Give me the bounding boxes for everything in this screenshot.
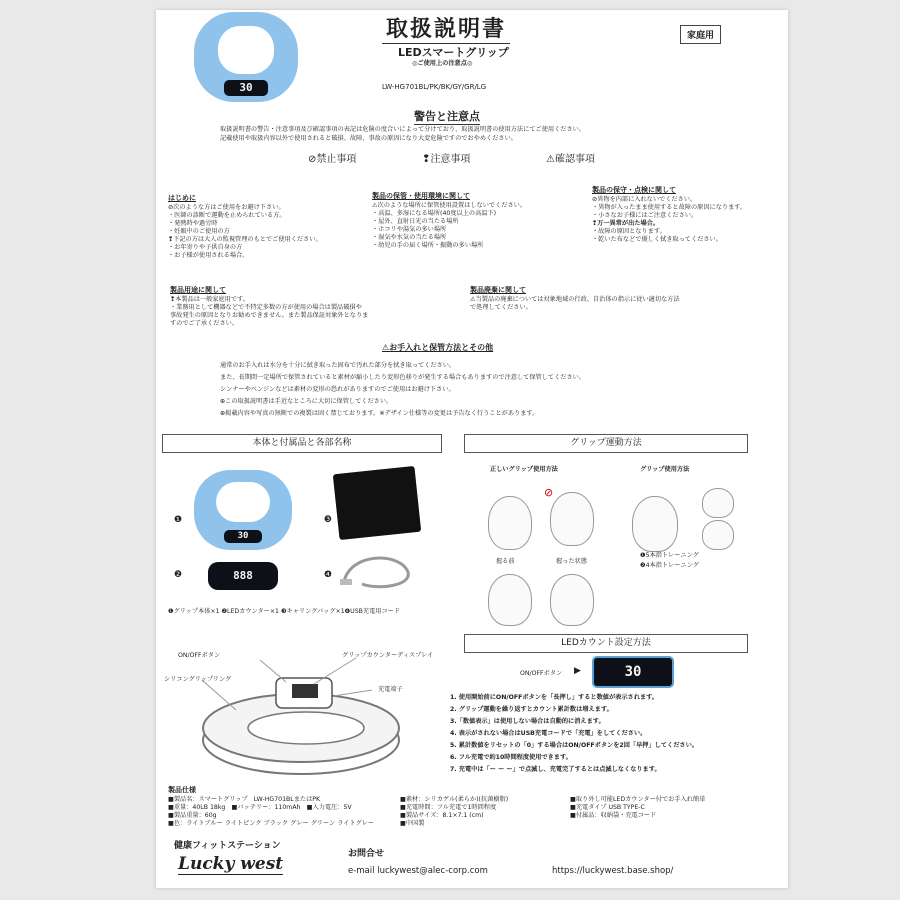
legend-prohibited-label: 禁止事項 — [316, 154, 357, 165]
spec-heading: 製品仕様 — [168, 786, 196, 794]
led-step: 6. フル充電で約10時間程度使用できます。 — [450, 754, 572, 761]
grip-body-display: 30 — [224, 530, 262, 543]
led-step: 5. 累計数値をリセットの「0」する場合はON/OFFボタンを2回「早押」してください。 — [450, 742, 698, 749]
disposal-line: で処理してください。 — [470, 304, 532, 311]
grip-usage-label: グリップ使用方法 — [640, 466, 690, 473]
care-heading: ⚠お手入れと保管方法とその他 — [382, 343, 494, 352]
spec-item: ■中国製 — [400, 820, 425, 827]
usb-cable-image — [338, 548, 416, 594]
storage-line: ⚠次のような場所に保管使用設置はしないでください。 — [372, 202, 527, 209]
care-line: ⊕掲載内容や写真の無断での複製は固く禁じております。※デザイン仕様等の変更は予告なく行うことがあります。 — [220, 410, 539, 417]
disposal-line: ⚠当製品の廃棄については対象地域の行政、自治体の指示に従い適切な方法 — [470, 296, 680, 303]
spec-col-2 — [400, 796, 508, 828]
spec-item: ■製品サイズ：8.1×7.1 (cm) — [400, 812, 484, 819]
grip-hole — [218, 26, 274, 74]
led-step: 3.「数値表示」は使用しない場合は自動的に消えます。 — [450, 718, 605, 725]
led-section-bar: LEDカウント設定方法 — [464, 634, 748, 653]
care-line: ⊕この取扱説明書は手近なところに大切に保管してください。 — [220, 398, 393, 405]
station-name: 健康フィットステーション — [174, 841, 281, 851]
maintenance-line: ・異物が入ったまま使用すると故障の原因になります。 — [592, 204, 747, 211]
household-badge: 家庭用 — [680, 25, 721, 44]
led-step: 1. 使用開始前にON/OFFボタンを「長押し」すると数値が表示されます。 — [450, 694, 658, 701]
legend-caution — [422, 150, 470, 165]
manual-title: 取扱説明書 — [382, 12, 510, 44]
storage-line: ・幼児の手の届く場所・振動の多い場所 — [372, 242, 484, 249]
storage-list — [372, 202, 526, 250]
intro-line: ・妊娠中のご使用の方 — [168, 228, 230, 235]
led-step: 7. 充電中は「ー ー ー」で点滅し、充電完了するとは点滅しなくなります。 — [450, 766, 661, 773]
grip-main-image — [194, 12, 298, 102]
intro-line: ⊘次のような方はご使用をお避け下さい。 — [168, 204, 285, 211]
five-finger-training — [640, 552, 699, 560]
arrow-right-icon: ▶ — [574, 666, 581, 676]
spec-item: ■取り外し可能LEDカウンター付でお手入れ簡単 — [570, 796, 706, 803]
spec-item: ■充電タイプ USB TYPE-C — [570, 804, 645, 811]
carrying-bag-image — [333, 466, 421, 540]
legend-confirm — [546, 150, 595, 165]
before-grip-label: 握る前 — [496, 558, 515, 565]
brand-logo: Lucky west — [178, 854, 284, 874]
label-charge-port: 充電端子 — [378, 686, 403, 693]
intro-list — [168, 204, 322, 260]
storage-line: ・湿気や水気の当たる場所 — [372, 234, 447, 241]
purpose-heading: 製品用途に関して — [170, 286, 226, 294]
spec-item: ■色：ライトブルー ライトピンク ブラック グレー グリーン ライトグレー — [168, 820, 375, 827]
maintenance-line: ⊘異物を内部に入れないでください。 — [592, 196, 697, 203]
maintenance-line: ❢万一異常が出た場合。 — [592, 220, 660, 227]
warning-line-1: 取扱説明書の警告・注意事項及び確認事項の表記は危険の度合いによって分けており、取扱説明書の使用方法にてご使用ください。 — [220, 126, 586, 133]
disposal-list — [470, 296, 680, 312]
legend-prohibited — [308, 150, 356, 165]
led-counter-image: 888 — [208, 562, 278, 590]
five-finger-training-label: 5本指トレーニング — [645, 552, 699, 559]
hand-illustration — [550, 492, 594, 546]
shop-url[interactable]: https://luckywest.base.shop/ — [552, 866, 674, 876]
purpose-list — [170, 296, 368, 328]
spec-col-1 — [168, 796, 374, 828]
warning-heading: 警告と注意点 — [414, 110, 480, 123]
label-counter-display: グリップカウンターディスプレイ — [342, 652, 434, 659]
hand-illustration — [488, 574, 532, 626]
contact-email[interactable]: e-mail luckywest@alec-corp.com — [348, 866, 488, 876]
led-display-image: 30 — [592, 656, 674, 688]
intro-line: ・お子様が使用される場合。 — [168, 252, 249, 259]
intro-line: ❢下記の方は大人の監視管理のもとでご使用ください。 — [168, 236, 322, 243]
hand-illustration — [702, 488, 734, 518]
four-finger-training — [640, 562, 699, 570]
purpose-line: ❢本製品は一般家庭用です。 — [170, 296, 249, 303]
disposal-heading: 製品廃棄に関して — [470, 286, 526, 294]
maintenance-heading: 製品の保守・点検に関して — [592, 186, 676, 194]
spec-item: ■付属品：収納袋・充電コード — [570, 812, 657, 819]
led-steps — [450, 692, 698, 776]
care-line: また、長期間一定場所で保管されていると素材が縮小したり変形色移りが発生する場合もありますので注意して保管してください。 — [220, 374, 586, 381]
maintenance-line: ・小さなお子様にはご注意ください。 — [592, 212, 698, 219]
care-line: 通常のお手入れは水分を十分に拭き取った固布で汚れた部分を拭き取ってください。 — [220, 362, 456, 369]
care-list — [220, 360, 585, 420]
hand-illustration — [632, 496, 678, 552]
led-step: 2. グリップ運動を繰り返すとカウント累計数は増えます。 — [450, 706, 613, 713]
warning-triangle-icon: ⚠ — [546, 154, 555, 165]
intro-line: ・お年寄りや子供自身の方 — [168, 244, 243, 251]
prohibited-icon: ⊘ — [308, 154, 317, 165]
spec-item: ■素材：シリカゲル(柔らか)(抗菌樹脂) — [400, 796, 509, 803]
intro-line: ・発熱時や過労時 — [168, 220, 218, 227]
storage-line: ・ホコリや湯気の多い場所 — [372, 226, 447, 233]
part-number-1: ❶ — [174, 515, 183, 525]
spec-item: ■充電時間：フル充電で1時間程度 — [400, 804, 497, 811]
four-finger-training-label: 4本指トレーニング — [645, 562, 699, 569]
caution-line: ◎ご使用上の注意点◎ — [412, 60, 473, 67]
model-number: LW-HG701BL/PK/BK/GY/GR/LG — [382, 83, 487, 91]
spec-item: ■製品重量：60g — [168, 812, 217, 819]
parts-section-bar: 本体と付属品と各部名称 — [162, 434, 442, 453]
purpose-line: 事故発生の原因となりお勧めできません。また製品保証対象外となりま — [170, 312, 369, 319]
caution-icon: ❢ — [422, 154, 431, 165]
prohibited-icon: ⊘ — [544, 486, 554, 499]
storage-heading: 製品の保管・使用環境に関して — [372, 192, 470, 200]
intro-heading: はじめに — [168, 194, 196, 202]
storage-line: ・屋外、直射日光の当たる場所 — [372, 218, 459, 225]
part-number-4: ❹ — [324, 570, 333, 580]
parts-caption: ❶グリップ本体×1 ❷LEDカウンター×1 ❸キャリングバッグ×1❹USB充電用コード — [168, 608, 401, 615]
part-number-2: ❷ — [174, 570, 183, 580]
purpose-line: すのでご了承ください。 — [170, 320, 239, 327]
grip-diagram — [196, 650, 416, 780]
spec-item: ■重量：40LB 18kg ■バッテリー：110mAh ■入力電圧：5V — [168, 804, 352, 811]
maintenance-list — [592, 196, 782, 244]
label-silicone-ring: シリコングリップリング — [164, 676, 232, 683]
spec-item: ■製品名：スマートグリップ LW-HG701BLまたはPK — [168, 796, 321, 803]
manual-page — [156, 10, 788, 888]
hand-illustration — [488, 496, 532, 550]
purpose-line: ・業務用として機器などで不特定多数の方が使用の場合は製品破損や — [170, 304, 362, 311]
warning-line-2: 記載使用や取扱内容以外で使用されると破損、故障、事故の原因になり大変危険ですのでおやめください。 — [220, 135, 517, 142]
intro-line: ・医師の診断で運動を止められている方。 — [168, 212, 286, 219]
label-onoff-button: ON/OFFボタン — [178, 652, 221, 659]
legend-confirm-label: 確認事項 — [554, 154, 595, 165]
exercise-section-bar: グリップ運動方法 — [464, 434, 748, 453]
legend-caution-label: 注意事項 — [430, 154, 471, 165]
maintenance-line: ・故障の原因となります。 — [592, 228, 666, 235]
led-onoff-label: ON/OFFボタン — [520, 670, 563, 677]
care-line: シンナーやベンジンなどは素材の変形の恐れがありますのでご使用はお避け下さい。 — [220, 386, 455, 393]
led-step: 4. 表示がされない場合はUSB充電コードで「充電」をしてください。 — [450, 730, 647, 737]
number-1-icon: ❶ — [640, 552, 646, 559]
correct-usage-label: 正しいグリップ使用方法 — [490, 466, 558, 473]
hand-illustration — [702, 520, 734, 550]
hand-illustration — [550, 574, 594, 626]
grip-body-image — [194, 470, 292, 550]
contact-title: お問合せ — [348, 849, 385, 859]
gripped-label: 握った状態 — [556, 558, 587, 565]
grip-display: 30 — [224, 80, 268, 96]
grip-body-hole — [216, 482, 270, 522]
spec-col-3 — [570, 796, 705, 820]
storage-line: ・高温、多湿になる場所(40度以上の高温下) — [372, 210, 497, 217]
part-number-3: ❸ — [324, 515, 333, 525]
number-2-icon: ❷ — [640, 562, 646, 569]
maintenance-line: ・乾いた布などで優しく拭き取ってください。 — [592, 236, 722, 243]
product-name: LEDスマートグリップ — [398, 46, 509, 59]
